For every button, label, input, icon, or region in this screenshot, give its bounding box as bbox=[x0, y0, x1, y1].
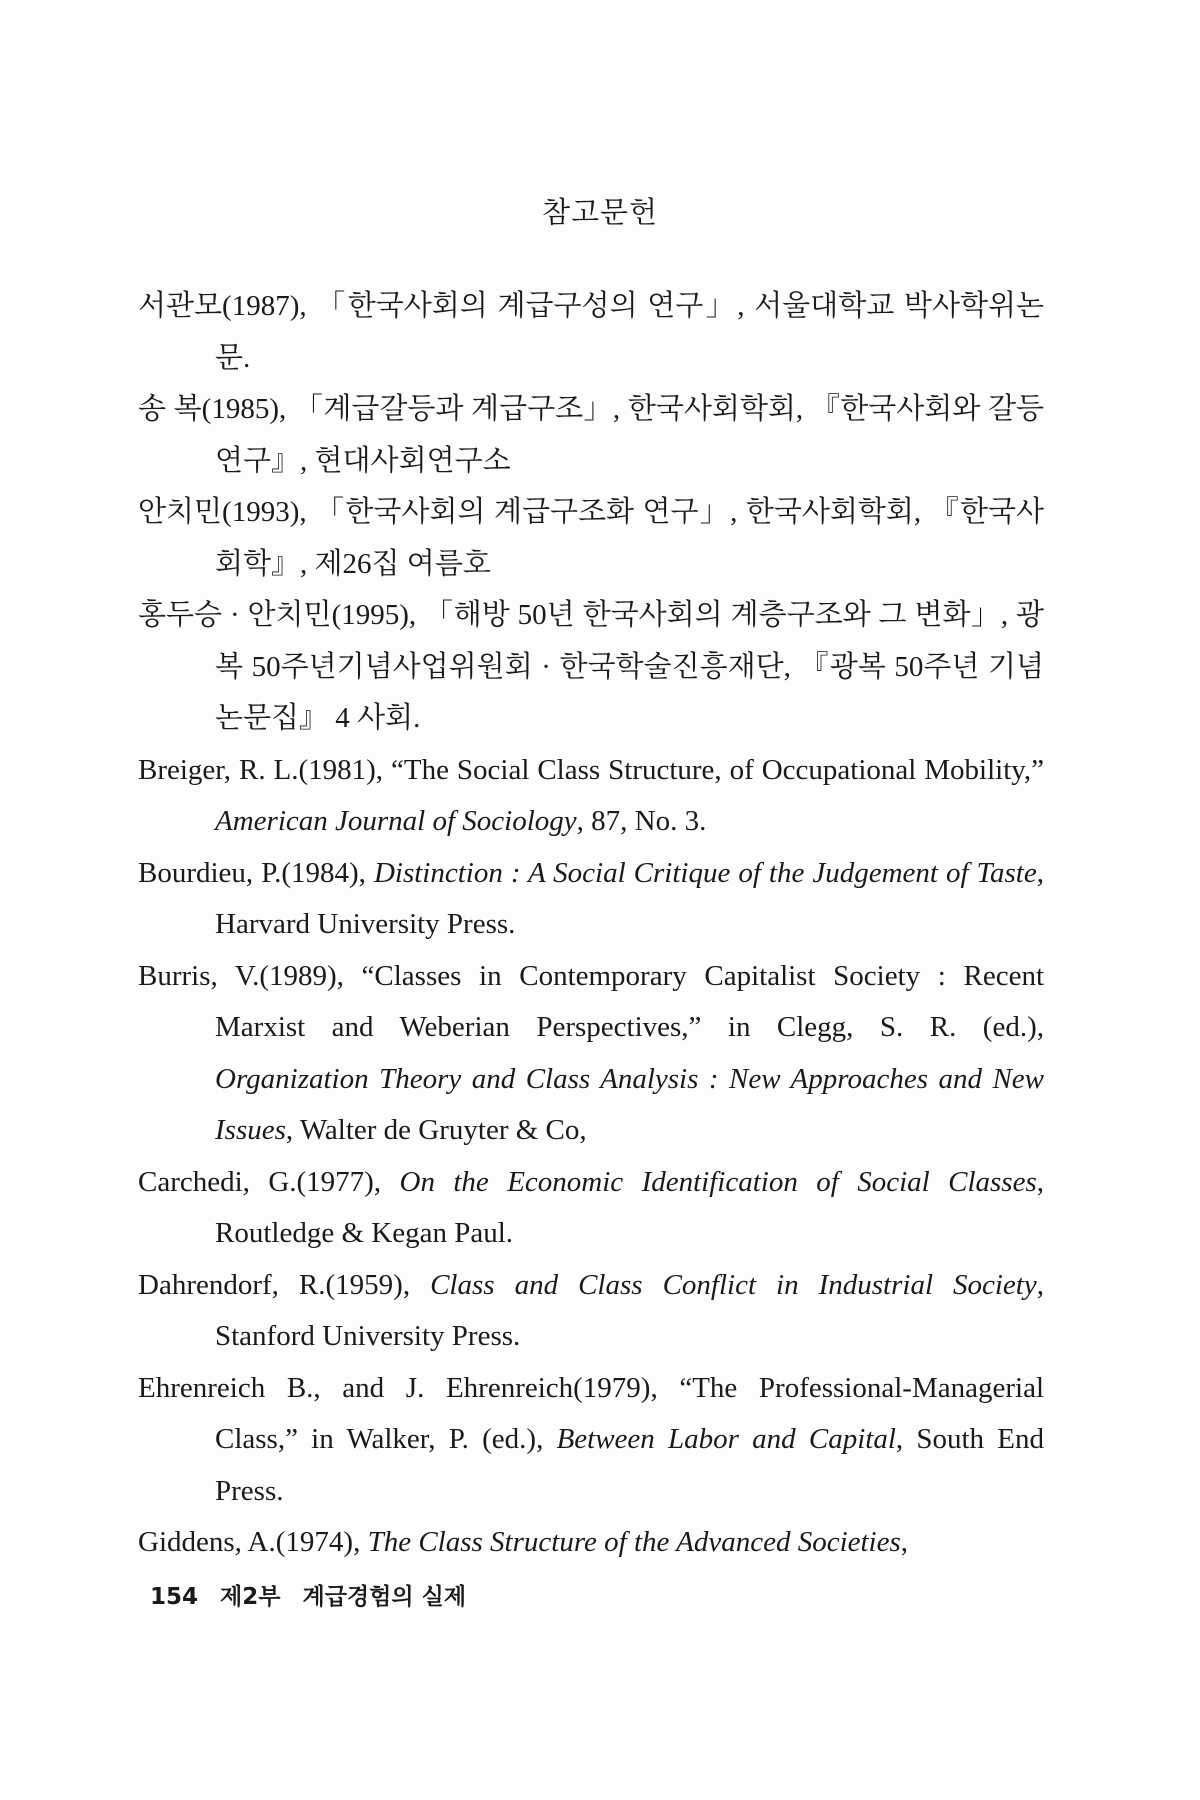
reference-text: 서관모(1987), 「한국사회의 계급구성의 연구」, 서울대학교 박사학위논문. bbox=[138, 290, 1044, 374]
reference-text: Giddens, A.(1974), bbox=[138, 1526, 368, 1558]
reference-text: Burris, V.(1989), “Classes in Contemporary Capitalist Society : Recent Marxist and Weberian Perspectives,” in Clegg, S. R. (ed.), bbox=[138, 959, 1044, 1043]
reference-entry bbox=[138, 590, 1044, 745]
reference-source-title: American Journal of Sociology bbox=[215, 805, 577, 837]
page-footer bbox=[150, 1578, 480, 1611]
reference-source-title: The Class Structure of the Advanced Societies bbox=[367, 1526, 901, 1558]
reference-text: Bourdieu, P.(1984), bbox=[138, 856, 374, 889]
page-title: 참고문헌 bbox=[541, 195, 659, 229]
reference-source-title: Between Labor and Capital bbox=[556, 1423, 896, 1455]
reference-entry bbox=[138, 1157, 1044, 1260]
reference-text: Breiger, R. L.(1981), “The Social Class Structure, of Occupational Mobility,” bbox=[138, 753, 1044, 786]
part-label: 제2부 bbox=[220, 1584, 281, 1610]
reference-text: , Routledge & Kegan Paul. bbox=[215, 1165, 1044, 1249]
reference-entry bbox=[138, 745, 1044, 848]
reference-text: 안치민(1993), 「한국사회의 계급구조화 연구」, 한국사회학회, 『한국사회학』, 제26집 여름호 bbox=[138, 496, 1044, 580]
part-title: 계급경험의 실제 bbox=[302, 1584, 467, 1610]
reference-entry bbox=[138, 487, 1044, 590]
reference-text: , Stanford University Press. bbox=[215, 1268, 1044, 1352]
reference-text: Dahrendorf, R.(1959), bbox=[138, 1268, 431, 1301]
reference-list bbox=[138, 281, 1044, 1569]
reference-entry bbox=[138, 848, 1044, 951]
reference-text: 홍두승 · 안치민(1995), 「해방 50년 한국사회의 계층구조와 그 변화」, 광복 50주년기념사업위원회 · 한국학술진흥재단, 『광복 50주년 기념논문집』 4 사회. bbox=[138, 599, 1044, 734]
reference-source-title: Organization Theory and Class Analysis : New Approaches and New Issues bbox=[215, 1062, 1044, 1146]
reference-entry bbox=[138, 1363, 1044, 1518]
reference-source-title: Distinction : A Social Critique of the Judgement of Taste bbox=[373, 856, 1037, 889]
reference-entry bbox=[138, 1517, 1044, 1569]
reference-source-title: On the Economic Identification of Social Classes bbox=[399, 1165, 1037, 1198]
reference-entry bbox=[138, 1260, 1044, 1363]
page-number: 154 bbox=[150, 1584, 199, 1610]
reference-text: Ehrenreich B., and J. Ehrenreich(1979), “The Professional-Managerial Class,” in Walker, P. (ed.), bbox=[138, 1371, 1044, 1455]
reference-text: Carchedi, G.(1977), bbox=[138, 1165, 400, 1198]
reference-text: 송 복(1985), 「계급갈등과 계급구조」, 한국사회학회, 『한국사회와 갈등연구』, 현대사회연구소 bbox=[138, 393, 1044, 477]
reference-text: , bbox=[900, 1526, 909, 1558]
reference-source-title: Class and Class Conflict in Industrial Society bbox=[430, 1268, 1037, 1301]
reference-entry bbox=[138, 951, 1044, 1157]
reference-text: , Walter de Gruyter & Co, bbox=[285, 1114, 587, 1146]
reference-text: , 87, No. 3. bbox=[576, 805, 707, 837]
reference-entry bbox=[138, 281, 1044, 384]
reference-text: , South End Press. bbox=[215, 1423, 1044, 1507]
reference-text: , Harvard University Press. bbox=[215, 856, 1044, 940]
reference-entry bbox=[138, 384, 1044, 487]
